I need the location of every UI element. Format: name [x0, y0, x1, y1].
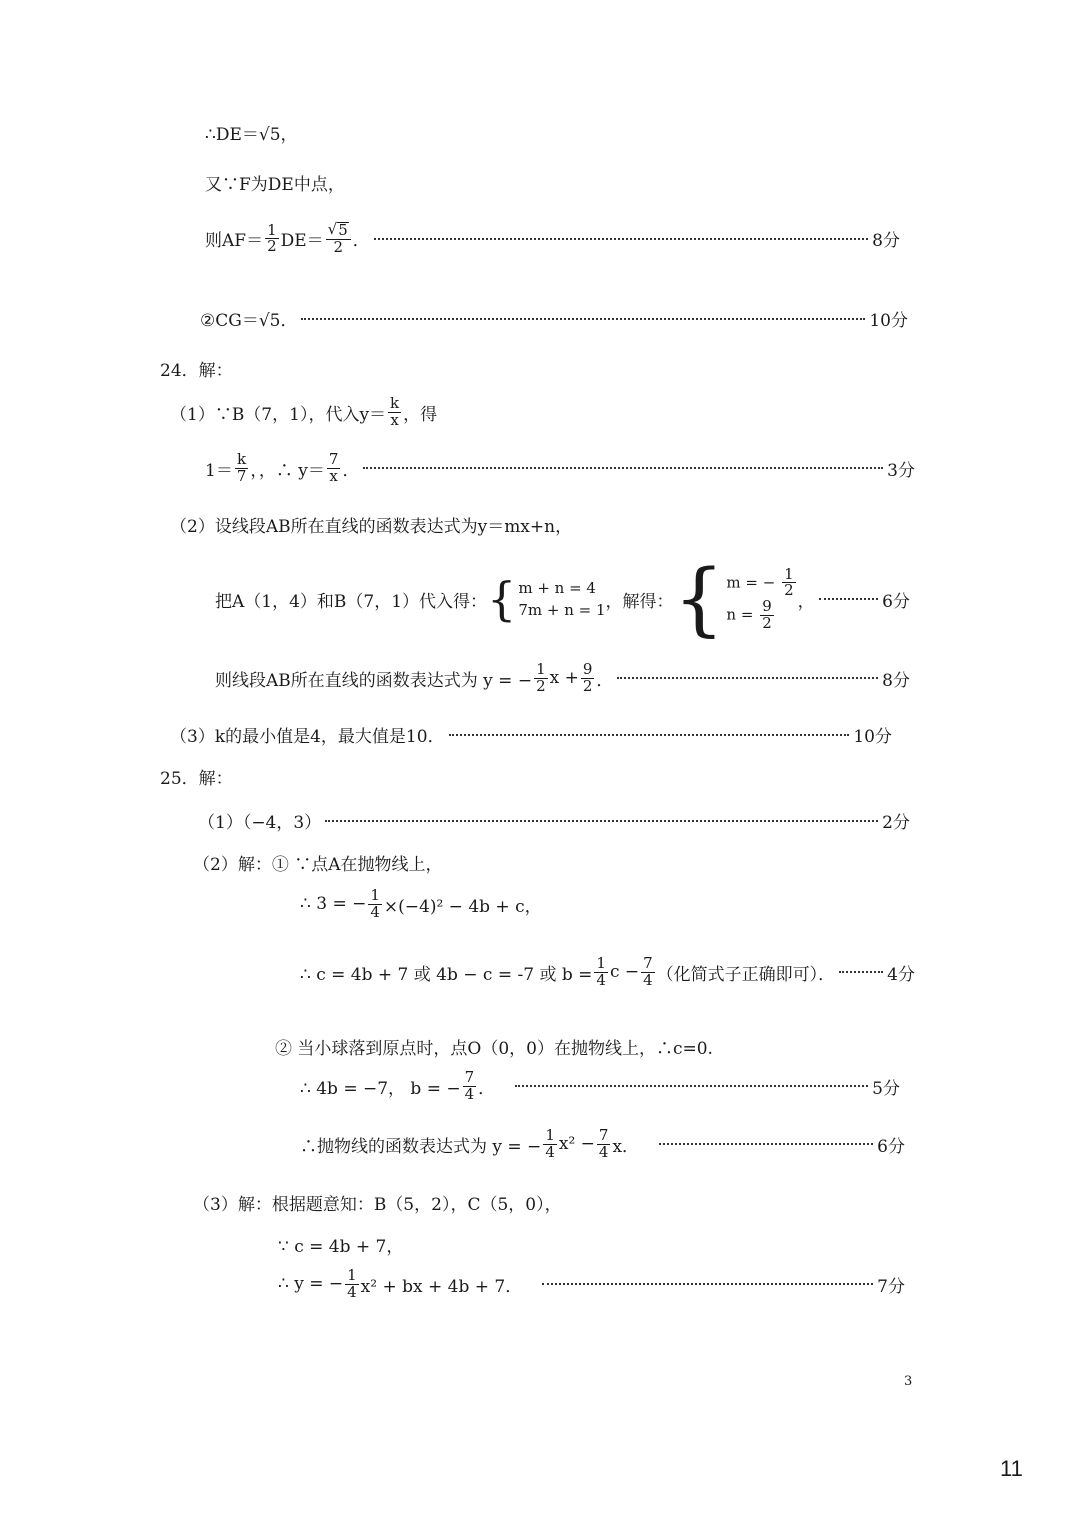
q24-part1-line1	[170, 396, 437, 429]
line-f-midpoint	[205, 170, 345, 195]
fraction-1-over-4: $\frac{1}{4}$	[545, 1126, 555, 1161]
fraction-7-over-4: $\frac{7}{4}$	[643, 954, 653, 989]
q25-part3-line1	[193, 1190, 562, 1215]
leader-dots	[819, 598, 879, 600]
score: 4分	[887, 964, 915, 985]
q25-part3-line3	[278, 1268, 905, 1301]
text: ．	[352, 231, 370, 252]
leader-dots	[374, 238, 868, 240]
text: ∴DE＝√5，	[205, 125, 298, 145]
q25-part3-line2	[278, 1232, 403, 1257]
q24-part1-line2	[205, 452, 915, 485]
fraction-7-over-4: $\frac{7}{4}$	[464, 1068, 475, 1103]
q25-part2-line4	[275, 1034, 713, 1059]
fraction-1-over-4: $\frac{1}{4}$	[347, 1266, 357, 1301]
text: ，	[797, 591, 815, 612]
text: ∴ 4b = −7， b = −	[300, 1078, 461, 1099]
text: ∴ y = −	[278, 1274, 344, 1295]
line-cg	[200, 306, 908, 331]
score: 6分	[882, 591, 910, 612]
text: 则AF＝	[205, 231, 264, 252]
q24-part2-system	[215, 552, 910, 646]
leader-dots	[617, 677, 878, 679]
score: 10分	[869, 311, 908, 331]
text: ．	[478, 1078, 496, 1099]
solution-n: n = $\frac{9}{2}$	[726, 597, 772, 632]
score: 6分	[877, 1136, 905, 1157]
score: 7分	[877, 1276, 905, 1297]
fraction-k-over-7: $\frac{k}{7}$	[236, 450, 247, 485]
text: ∴ 3 = −	[300, 894, 367, 915]
page-number: 3	[904, 1374, 913, 1389]
text: （2）解：① ∵点A在抛物线上，	[193, 855, 443, 875]
fraction-1-over-4: $\frac{1}{4}$	[370, 886, 380, 921]
text: （化简式子正确即可）．	[656, 964, 836, 985]
score: 10分	[853, 727, 892, 747]
text: 1＝	[205, 460, 233, 481]
leader-dots	[449, 734, 850, 736]
score: 8分	[872, 231, 900, 252]
solution-m: m = − $\frac{1}{2}$	[726, 564, 794, 600]
leader-dots	[542, 1283, 873, 1285]
sheet-number: 11	[1000, 1456, 1023, 1481]
text: 又∵F为DE中点，	[205, 175, 345, 195]
text: 把A（1，4）和B（7，1）代入得：	[215, 591, 488, 612]
brace-icon: {	[487, 572, 517, 626]
text: （2）设线段AB所在直线的函数表达式为y＝mx+n，	[170, 517, 573, 537]
question-25-heading	[160, 764, 233, 789]
q25-part2-line1	[193, 850, 443, 875]
text: ．	[342, 460, 360, 481]
text: ×(−4)² − 4b + c，	[383, 896, 542, 917]
q25-part2-line3	[300, 956, 915, 989]
q24-part2-line1	[170, 512, 572, 537]
fraction-1-over-4: $\frac{1}{4}$	[596, 954, 606, 989]
equation-system	[487, 572, 606, 626]
text: ② 当小球落到原点时，点O（0，0）在抛物线上，∴c=0.	[275, 1039, 713, 1059]
fraction-7-over-x: $\frac{7}{x}$	[328, 450, 339, 485]
fraction-k-over-x: $\frac{k}{x}$	[390, 394, 400, 429]
leader-dots	[301, 318, 865, 320]
text: x +	[549, 668, 579, 689]
q25-part2-line2	[300, 888, 542, 921]
q24-part3	[170, 722, 892, 747]
text: ∴抛物线的函数表达式为 y = −	[300, 1136, 542, 1157]
text: ，，∴ y＝	[250, 460, 325, 481]
fraction-half: $\frac{1}{2}$	[536, 660, 546, 695]
score: 2分	[882, 813, 910, 833]
leader-dots	[515, 1085, 868, 1087]
question-24-heading	[160, 356, 233, 381]
solution-system	[673, 552, 798, 645]
score: 8分	[882, 670, 910, 691]
text: c −	[609, 962, 640, 983]
line-af	[205, 222, 900, 256]
leader-dots	[659, 1143, 873, 1145]
text: （3）解：根据题意知：B（5，2），C（5，0），	[193, 1195, 562, 1215]
text: ．	[596, 670, 614, 691]
equation-1: m + n = 4	[518, 578, 596, 597]
text: ，得	[403, 404, 438, 425]
text: ∴ c = 4b + 7 或 4b − c = -7 或 b =	[300, 964, 593, 985]
leader-dots	[839, 971, 883, 973]
brace-icon: {	[673, 552, 725, 645]
text: ，解得：	[605, 591, 674, 612]
fraction-half: $\frac{1}{2}$	[267, 220, 277, 256]
text: ②CG＝√5．	[200, 311, 298, 331]
text: ∵ c = 4b + 7，	[278, 1237, 404, 1257]
q25-part2-line6	[300, 1128, 905, 1161]
leader-dots	[325, 820, 878, 822]
score: 3分	[887, 460, 915, 481]
leader-dots	[363, 467, 883, 469]
text: 则线段AB所在直线的函数表达式为 y = −	[215, 670, 533, 691]
text: DE＝	[280, 231, 324, 252]
line-de-equals	[205, 120, 298, 145]
fraction-7-over-4: $\frac{7}{4}$	[598, 1126, 609, 1161]
q24-part2-result	[215, 662, 910, 695]
text: x² −	[558, 1134, 595, 1155]
fraction-9-over-2: $\frac{9}{2}$	[582, 660, 593, 695]
text: （1）∵B（7，1），代入y＝	[170, 404, 387, 425]
fraction-sqrt5-over-2: √ 5 2	[326, 222, 351, 256]
q25-part1	[198, 808, 910, 833]
text: 25．解：	[160, 769, 233, 789]
text: x² + bx + 4b + 7．	[360, 1276, 523, 1297]
q25-part2-line5	[300, 1070, 900, 1103]
score: 5分	[872, 1078, 900, 1099]
text: x．	[612, 1136, 640, 1157]
text: 24．解：	[160, 361, 233, 381]
text: （3）k的最小值是4，最大值是10．	[170, 727, 445, 747]
equation-2: 7m + n = 1	[518, 601, 606, 619]
text: （1）（−4，3）	[198, 813, 322, 833]
